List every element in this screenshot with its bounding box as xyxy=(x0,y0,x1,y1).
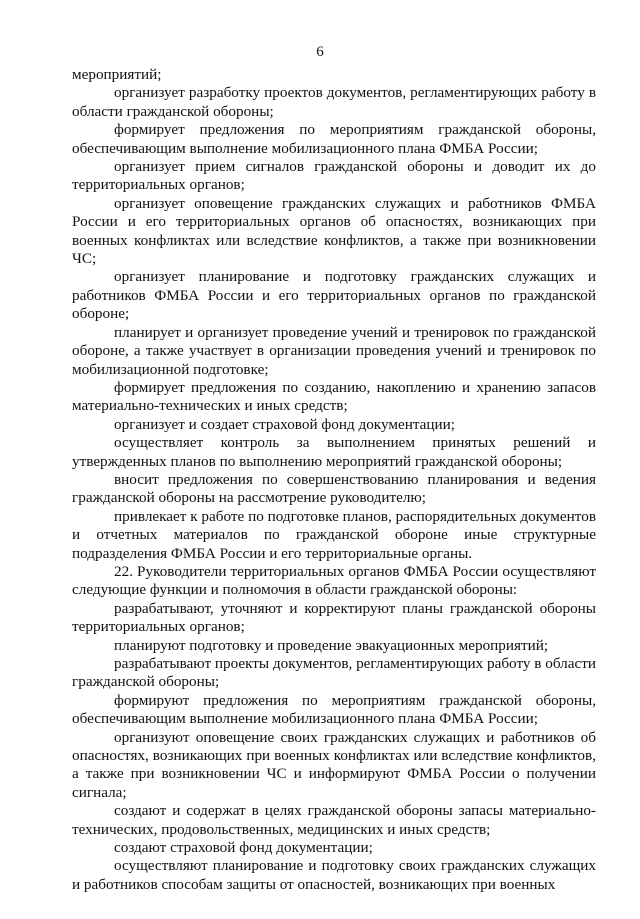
paragraph: осуществляют планирование и подготовку своих гражданских служащих и работников способам защиты от опасностей, возникающих при военных xyxy=(72,857,596,893)
paragraph: осуществляет контроль за выполнением принятых решений и утвержденных планов по выполнению мероприятий гражданской обороны; xyxy=(72,434,596,470)
document-body xyxy=(72,66,596,894)
page-number: 6 xyxy=(316,44,324,60)
paragraph: формирует предложения по созданию, накоплению и хранению запасов материально-технических и иных средств; xyxy=(72,378,596,415)
paragraph: организует оповещение гражданских служащих и работников ФМБА России и его территориальных органов об опасностях, возникающих при военных конфликтах или вследствие конфликтов, а также при возникновении ЧС; xyxy=(72,194,596,268)
paragraph: разрабатывают проекты документов, регламентирующих работу в области гражданской обороны; xyxy=(72,655,597,691)
paragraph: мероприятий; xyxy=(72,66,162,83)
paragraph: вносит предложения по совершенствованию планирования и ведения гражданской обороны на рассмотрение руководителю; xyxy=(72,470,596,507)
paragraph: организует прием сигналов гражданской обороны и доводит их до территориальных органов; xyxy=(72,158,596,194)
paragraph: привлекает к работе по подготовке планов, распорядительных документов и отчетных материалов по гражданской обороне иные структурные подразделения ФМБА России и его территориальные органы. xyxy=(72,507,596,562)
paragraph: формирует предложения по мероприятиям гражданской обороны, обеспечивающим выполнение мобилизационного плана ФМБА России; xyxy=(72,121,596,157)
paragraph: создают и содержат в целях гражданской обороны запасы материально-технических, продовольственных, медицинских и иных средств; xyxy=(72,802,596,838)
paragraph: организуют оповещение своих гражданских служащих и работников об опасностях, возникающих при военных конфликтах или вследствие конфликтов, а также при возникновении ЧС и информируют ФМБА России о получении сигнала; xyxy=(72,728,596,801)
paragraph: планируют подготовку и проведение эвакуационных мероприятий; xyxy=(114,636,549,654)
section-heading-paragraph: 22. Руководители территориальных органов ФМБА России осуществляют следующие функции и полномочия в области гражданской обороны: xyxy=(72,562,596,599)
paragraph: разрабатывают, уточняют и корректируют планы гражданской обороны территориальных органов; xyxy=(72,599,596,636)
paragraph: организует и создает страховой фонд документации; xyxy=(114,415,455,433)
paragraph: организует планирование и подготовку гражданских служащих и работников ФМБА России и его территориальных органов по гражданской обороне; xyxy=(72,268,596,323)
paragraph: организует разработку проектов документов, регламентирующих работу в области гражданской обороны; xyxy=(72,84,596,120)
paragraph: формируют предложения по мероприятиям гражданской обороны, обеспечивающим выполнение мобилизационного плана ФМБА России; xyxy=(72,691,596,728)
paragraph: планирует и организует проведение учений и тренировок по гражданской обороне, а также участвует в организации проведения учений и тренировок по мобилизационной подготовке; xyxy=(72,323,596,378)
paragraph: создают страховой фонд документации; xyxy=(114,839,373,857)
